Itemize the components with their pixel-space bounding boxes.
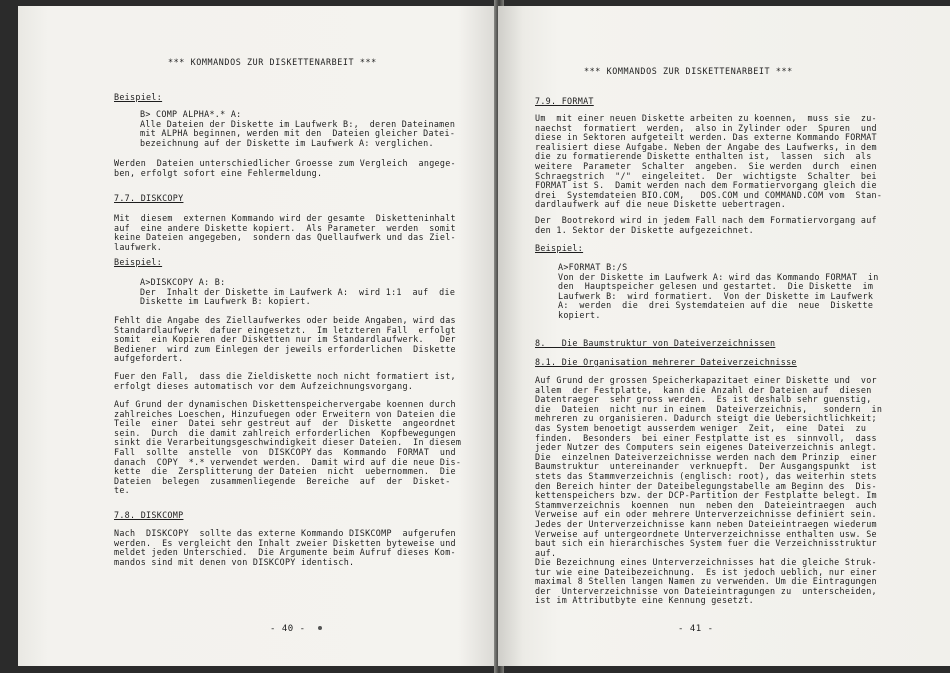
page-number: - 41 -	[678, 624, 714, 634]
paragraph: Auf Grund der dynamischen Diskettenspeichervergabe koennen durch zahlreiches Loeschen, Hinzufuegen oder Erweitern von Dateien die Teile einer Datei sehr gestreut auf der Diskette angeordnet sein. Durch die damit zahlreich erforderlichen Kopfbewegungen sinkt die Verarbeitungsgeschwindigkeit dieser Dateien. In diesem Fall sollte anstelle von DISKCOPY das Kommando FORMAT und danach COPY *.* verwendet werden. Damit wird auf die neue Dis- kette die Zersplitterung der Dateien nicht uebernommen. Die Dateien belegen zusammenliegende Bereiche auf der Disket- te.	[114, 399, 462, 496]
paragraph: Werden Dateien unterschiedlicher Groesse zum Vergleich angege- ben, erfolgt sofort eine Fehlermeldung.	[114, 158, 456, 178]
paragraph: Die Bezeichnung eines Unterverzeichnisses hat die gleiche Struk- tur wie eine Dateibezeichnung. Es ist jedoch ueblich, nur einer maximal 8 Stellen langen Namen zu verwenden. Um die Eintragungen der Unterverzeichnisse von Dateieintragungen zu unterscheiden, ist im Attributbyte eine Kennung gesetzt.	[535, 557, 877, 606]
section-heading-7-7: 7.7. DISKCOPY	[114, 193, 184, 203]
paragraph: Der Bootrekord wird in jedem Fall nach dem Formatiervorgang auf den 1. Sektor der Diskette aufgezeichnet.	[535, 215, 877, 235]
beispiel-label: Beispiel:	[114, 92, 163, 102]
section-heading-8-1: 8.1. Die Organisation mehrerer Dateiverzeichnisse	[535, 357, 797, 367]
example-block: A>FORMAT B:/S Von der Diskette im Laufwerk A: wird das Kommando FORMAT in den Hauptspeicher gelesen und gestartet. Die Diskette im Laufwerk B: wird formatiert. Von der Diskette im Laufwerk A: werden die drei Systemdateien auf die neue Diskette kopiert.	[558, 262, 879, 320]
smudge-mark	[318, 626, 322, 630]
paragraph: Auf Grund der grossen Speicherkapazitaet einer Diskette und vor allem der Festplatte, kann die Anzahl der Dateien auf diesen Datentraeger sehr gross werden. Es ist deshalb sehr guenstig, die Dateien nicht nur in einem Dateiverzeichnis, sondern in mehreren zu organisieren. Dadurch steigt die Uebersichtlichkeit; das System benoetigt ausserdem weniger Zeit, eine Datei zu finden. Besonders bei einer Festplatte ist es sinnvoll, dass jeder Nutzer des Computers sein eigenes Dateiverzeichnis anlegt. Die einzelnen Dateiverzeichnisse werden nach dem Prinzip einer Baumstruktur untereinander verknuepft. Der Ausgangspunkt ist stets das Stammverzeichnis (englisch: root), das weiterhin stets den Bereich hinter der Dateibelegungstabelle am Beginn des Dis- kettenspeichers bzw. der DCP-Partition der Festplatte belegt. Im Stammverzeichnis koennen nun neben den Dateieintraegen auch Verweise auf ein oder mehrere Unterverzeichnisse definiert sein. Jedes der Unterverzeichnisse kann neben Dateieintraegen wiederum Verweise auf untergeordnete Unterverzeichnisse enthalten usw. Se baut sich ein hierarchisches System fuer die Verzeichnisstruktur auf.	[535, 375, 883, 558]
beispiel-label: Beispiel:	[114, 257, 163, 267]
section-heading-7-8: 7.8. DISKCOMP	[114, 510, 184, 520]
left-page	[18, 6, 498, 666]
right-page	[498, 6, 950, 666]
example-block: B> COMP ALPHA*.* A: Alle Dateien der Diskette im Laufwerk B:, deren Dateinamen mit ALPHA beginnen, werden mit den Dateien gleicher Datei- bezeichnung auf der Diskette im Laufwerk A: verglichen.	[140, 109, 456, 148]
beispiel-label: Beispiel:	[535, 243, 584, 253]
paragraph: Fuer den Fall, dass die Zieldiskette noch nicht formatiert ist, erfolgt dieses automatisch vor dem Aufzeichnungsvorgang.	[114, 371, 456, 391]
page-number: - 40 -	[270, 624, 306, 634]
page-header: *** KOMMANDOS ZUR DISKETTENARBEIT ***	[584, 66, 793, 76]
paragraph: Fehlt die Angabe des Ziellaufwerkes oder beide Angaben, wird das Standardlaufwerk dafuer eingesetzt. Im letzteren Fall erfolgt somit ein Kopieren der Disketten nur im Standardlaufwerk. Der Bediener wird zum Einlegen der jeweils erforderlichen Diskette aufgefordert.	[114, 315, 456, 364]
section-heading-8: 8. Die Baumstruktur von Dateiverzeichnissen	[535, 338, 776, 348]
page-header: *** KOMMANDOS ZUR DISKETTENARBEIT ***	[168, 57, 377, 67]
paragraph: Mit diesem externen Kommando wird der gesamte Disketteninhalt auf eine andere Diskette kopiert. Als Parameter werden somit keine Dateien angegeben, sondern das Quellaufwerk und das Ziel- laufwerk.	[114, 213, 456, 252]
paragraph: Nach DISKCOPY sollte das externe Kommando DISKCOMP aufgerufen werden. Es vergleicht den Inhalt zweier Disketten byteweise und meldet jeden Unterschied. Die Argumente beim Aufruf dieses Kom- mandos sind mit denen von DISKCOPY identisch.	[114, 528, 456, 567]
section-heading-7-9: 7.9. FORMAT	[535, 96, 594, 106]
paragraph: Um mit einer neuen Diskette arbeiten zu koennen, muss sie zu- naechst formatiert werden, also in Zylinder oder Spuren und diese in Sektoren aufgeteilt werden. Das externe Kommando FORMAT realisiert diese Aufgabe. Neben der Angabe des Laufwerks, in dem die zu formatierende Diskette enthalten ist, lassen sich als weitere Parameter Schalter angeben. Sie werden durch einen Schraegstrich "/" eingeleitet. Der wichtigste Schalter bei FORMAT ist S. Damit werden nach dem Formatiervorgang gleich die drei Systemdateien BIO.COM, DOS.COM und COMMAND.COM vom Stan- dardlaufwerk auf die neue Diskette uebertragen.	[535, 113, 883, 210]
example-block: A>DISKCOPY A: B: Der Inhalt der Diskette im Laufwerk A: wird 1:1 auf die Diskette im Laufwerk B: kopiert.	[140, 277, 456, 307]
